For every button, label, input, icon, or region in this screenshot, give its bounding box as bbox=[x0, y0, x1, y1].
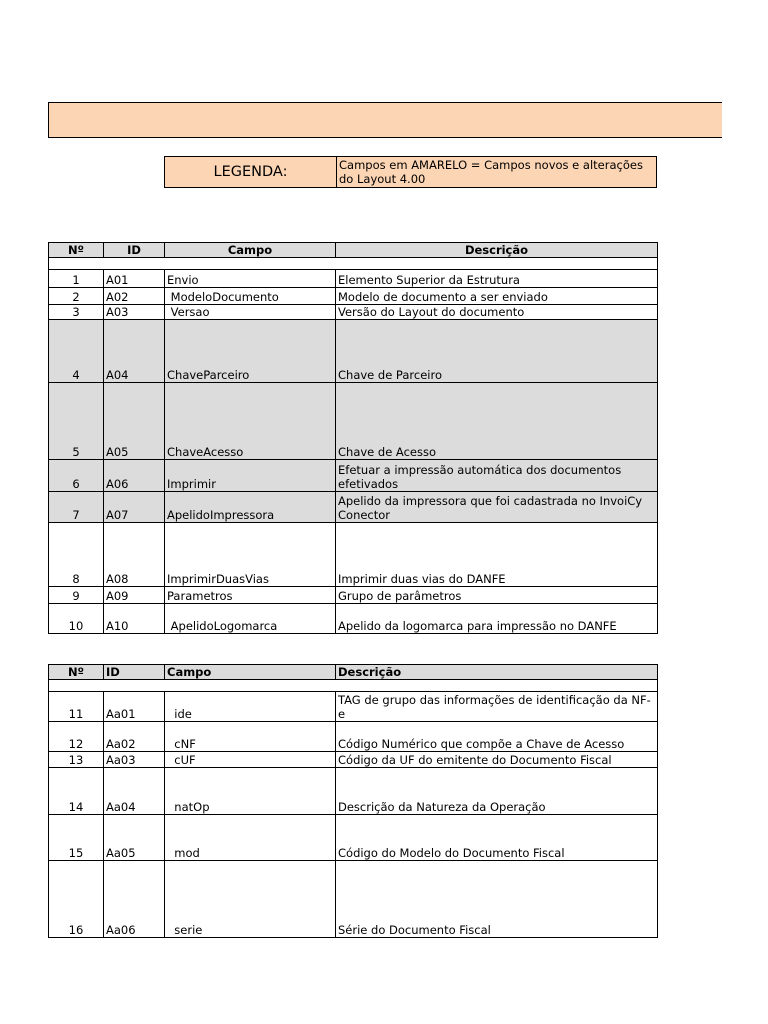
row-descricao: Código do Modelo do Documento Fiscal bbox=[336, 815, 658, 861]
row-campo: mod bbox=[165, 815, 336, 861]
row-id: A02 bbox=[104, 288, 165, 305]
row-campo: ImprimirDuasVias bbox=[165, 523, 336, 587]
row-campo: cUF bbox=[165, 752, 336, 768]
row-descricao: Série do Documento Fiscal bbox=[336, 861, 658, 938]
row-campo: Parametros bbox=[165, 587, 336, 604]
row-number: 5 bbox=[49, 383, 104, 460]
row-number: 7 bbox=[49, 492, 104, 523]
row-campo: serie bbox=[165, 861, 336, 938]
row-descricao: Grupo de parâmetros bbox=[336, 587, 658, 604]
row-id: Aa03 bbox=[104, 752, 165, 768]
table-row bbox=[49, 861, 658, 938]
row-campo: Envio bbox=[165, 270, 336, 288]
header-descricao: Descrição bbox=[336, 243, 658, 258]
row-number: 4 bbox=[49, 320, 104, 383]
row-number: 10 bbox=[49, 604, 104, 634]
row-descricao: Imprimir duas vias do DANFE bbox=[336, 523, 658, 587]
row-id: Aa05 bbox=[104, 815, 165, 861]
row-descricao: Código Numérico que compõe a Chave de Acesso bbox=[336, 722, 658, 752]
table-row bbox=[49, 270, 658, 288]
fields-table-envio bbox=[48, 242, 658, 634]
row-descricao: Versão do Layout do documento bbox=[336, 305, 658, 320]
table-row bbox=[49, 768, 658, 815]
row-number: 13 bbox=[49, 752, 104, 768]
row-number: 14 bbox=[49, 768, 104, 815]
fields-table-ide bbox=[48, 664, 658, 938]
table-row bbox=[49, 288, 658, 305]
table-row bbox=[49, 692, 658, 722]
row-id: A04 bbox=[104, 320, 165, 383]
row-number: 12 bbox=[49, 722, 104, 752]
table-row bbox=[49, 752, 658, 768]
spacer-cell bbox=[49, 680, 658, 692]
header-banner bbox=[48, 102, 722, 138]
table-row bbox=[49, 523, 658, 587]
row-id: Aa01 bbox=[104, 692, 165, 722]
row-descricao: Descrição da Natureza da Operação bbox=[336, 768, 658, 815]
table-row bbox=[49, 305, 658, 320]
row-descricao: Chave de Acesso bbox=[336, 383, 658, 460]
row-id: Aa06 bbox=[104, 861, 165, 938]
row-campo: ApelidoLogomarca bbox=[165, 604, 336, 634]
row-campo: ide bbox=[165, 692, 336, 722]
table-header-row bbox=[49, 243, 658, 258]
table-row bbox=[49, 722, 658, 752]
table-row bbox=[49, 587, 658, 604]
spacer-row bbox=[49, 680, 658, 692]
row-campo: Versao bbox=[165, 305, 336, 320]
row-id: A05 bbox=[104, 383, 165, 460]
row-campo: ApelidoImpressora bbox=[165, 492, 336, 523]
header-campo: Campo bbox=[165, 243, 336, 258]
row-descricao: TAG de grupo das informações de identificação da NF-e bbox=[336, 692, 658, 722]
row-number: 3 bbox=[49, 305, 104, 320]
row-campo: ModeloDocumento bbox=[165, 288, 336, 305]
spacer-row bbox=[49, 258, 658, 270]
row-number: 16 bbox=[49, 861, 104, 938]
row-id: A06 bbox=[104, 460, 165, 492]
table-row bbox=[49, 815, 658, 861]
row-id: A03 bbox=[104, 305, 165, 320]
row-descricao: Código da UF do emitente do Documento Fiscal bbox=[336, 752, 658, 768]
header-num: Nº bbox=[49, 243, 104, 258]
row-descricao: Chave de Parceiro bbox=[336, 320, 658, 383]
row-id: Aa04 bbox=[104, 768, 165, 815]
row-campo: natOp bbox=[165, 768, 336, 815]
row-campo: ChaveAcesso bbox=[165, 383, 336, 460]
row-id: Aa02 bbox=[104, 722, 165, 752]
header-campo: Campo bbox=[165, 665, 336, 680]
row-id: A08 bbox=[104, 523, 165, 587]
row-number: 11 bbox=[49, 692, 104, 722]
legend-text: Campos em AMARELO = Campos novos e alterações do Layout 4.00 bbox=[337, 157, 656, 187]
row-number: 15 bbox=[49, 815, 104, 861]
table-row bbox=[49, 460, 658, 492]
table-row bbox=[49, 492, 658, 523]
row-number: 6 bbox=[49, 460, 104, 492]
row-descricao: Modelo de documento a ser enviado bbox=[336, 288, 658, 305]
row-id: A10 bbox=[104, 604, 165, 634]
table-row bbox=[49, 604, 658, 634]
row-number: 9 bbox=[49, 587, 104, 604]
row-id: A07 bbox=[104, 492, 165, 523]
header-descricao: Descrição bbox=[336, 665, 658, 680]
row-id: A01 bbox=[104, 270, 165, 288]
header-id: ID bbox=[104, 243, 165, 258]
row-descricao: Elemento Superior da Estrutura bbox=[336, 270, 658, 288]
row-id: A09 bbox=[104, 587, 165, 604]
table-header-row bbox=[49, 665, 658, 680]
row-number: 1 bbox=[49, 270, 104, 288]
legend-label: LEGENDA: bbox=[165, 157, 337, 187]
row-campo: Imprimir bbox=[165, 460, 336, 492]
spacer-cell bbox=[49, 258, 658, 270]
row-number: 2 bbox=[49, 288, 104, 305]
legend-box bbox=[164, 156, 657, 188]
header-id: ID bbox=[104, 665, 165, 680]
row-descricao: Apelido da impressora que foi cadastrada no InvoiCy Conector bbox=[336, 492, 658, 523]
table-row bbox=[49, 320, 658, 383]
table-row bbox=[49, 383, 658, 460]
row-descricao: Efetuar a impressão automática dos documentos efetivados bbox=[336, 460, 658, 492]
header-num: Nº bbox=[49, 665, 104, 680]
row-number: 8 bbox=[49, 523, 104, 587]
row-campo: cNF bbox=[165, 722, 336, 752]
row-campo: ChaveParceiro bbox=[165, 320, 336, 383]
row-descricao: Apelido da logomarca para impressão no DANFE bbox=[336, 604, 658, 634]
